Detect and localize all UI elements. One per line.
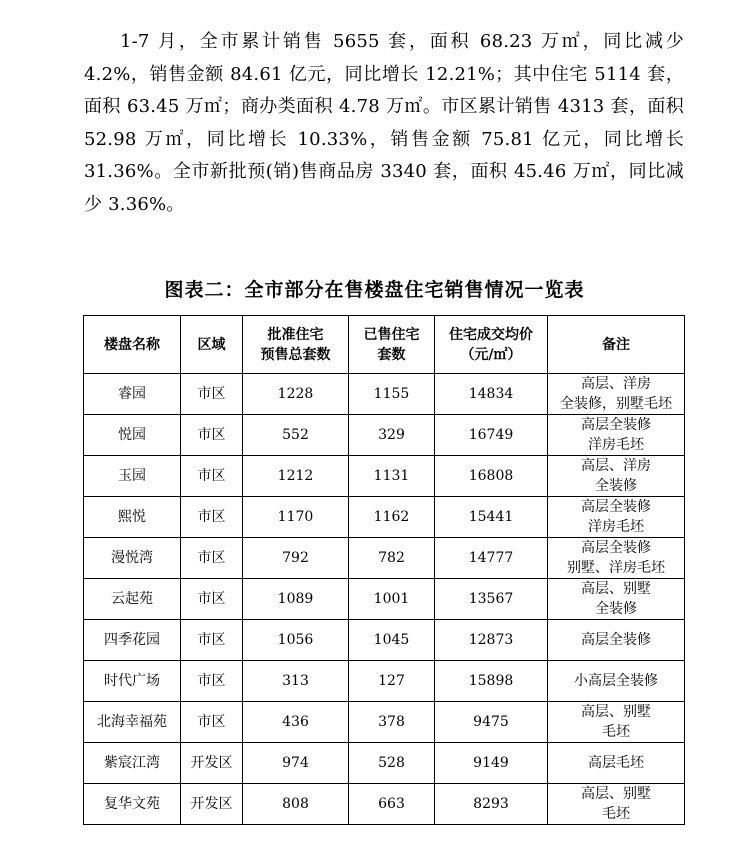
body-paragraph: 1-7 月，全市累计销售 5655 套，面积 68.23 万㎡，同比减少 4.2%，销售金额 84.61 亿元，同比增长 12.21%；其中住宅 5114 套，面积 63.45 万㎡；商办类面积 4.78 万㎡。市区累计销售 4313 套，面积 52.98 万㎡，同比增长 10.33%，销售金额 75.81 亿元，同比增长 31.36%。全市新批预(销)售商品房 3340 套，面积 45.46 万㎡，同比减少 3.36%。: [84, 31, 684, 215]
cell-approved: 552: [243, 415, 349, 456]
table-row: [84, 743, 685, 784]
cell-name: 漫悦湾: [84, 538, 181, 579]
cell-note: 高层全装修 别墅、洋房毛坯: [548, 538, 685, 579]
cell-name: 云起苑: [84, 579, 181, 620]
cell-sold: 663: [349, 784, 435, 825]
cell-note: 高层全装修 洋房毛坯: [548, 497, 685, 538]
header-sold: 已售住宅 套数: [349, 316, 435, 374]
cell-sold: 782: [349, 538, 435, 579]
cell-district: 市区: [181, 661, 243, 702]
cell-name: 玉园: [84, 456, 181, 497]
cell-name: 睿园: [84, 374, 181, 415]
cell-approved: 1056: [243, 620, 349, 661]
cell-approved: 974: [243, 743, 349, 784]
cell-note: 高层、别墅 全装修: [548, 579, 685, 620]
cell-district: 市区: [181, 497, 243, 538]
cell-district: 市区: [181, 579, 243, 620]
cell-price: 9475: [435, 702, 548, 743]
cell-sold: 1045: [349, 620, 435, 661]
table-caption: 图表二：全市部分在售楼盘住宅销售情况一览表: [164, 279, 585, 301]
header-name: 楼盘名称: [84, 316, 181, 374]
cell-approved: 1212: [243, 456, 349, 497]
cell-district: 市区: [181, 415, 243, 456]
cell-note: 高层、别墅 毛坯: [548, 784, 685, 825]
sales-table: [83, 315, 685, 825]
cell-price: 16749: [435, 415, 548, 456]
cell-approved: 808: [243, 784, 349, 825]
header-price: 住宅成交均价 （元/㎡）: [435, 316, 548, 374]
cell-name: 北海幸福苑: [84, 702, 181, 743]
cell-approved: 436: [243, 702, 349, 743]
table-row: [84, 661, 685, 702]
cell-district: 市区: [181, 538, 243, 579]
cell-approved: 313: [243, 661, 349, 702]
header-approved: 批准住宅 预售总套数: [243, 316, 349, 374]
cell-name: 复华文苑: [84, 784, 181, 825]
cell-name: 四季花园: [84, 620, 181, 661]
table-row: [84, 415, 685, 456]
cell-name: 紫宸江湾: [84, 743, 181, 784]
cell-district: 市区: [181, 620, 243, 661]
cell-note: 高层、洋房 全装修: [548, 456, 685, 497]
table-row: [84, 456, 685, 497]
cell-price: 8293: [435, 784, 548, 825]
table-row: [84, 538, 685, 579]
cell-approved: 1089: [243, 579, 349, 620]
table-row: [84, 702, 685, 743]
cell-approved: 1228: [243, 374, 349, 415]
cell-approved: 792: [243, 538, 349, 579]
cell-note: 高层、洋房 全装修，别墅毛坯: [548, 374, 685, 415]
header-district: 区域: [181, 316, 243, 374]
cell-sold: 378: [349, 702, 435, 743]
cell-price: 9149: [435, 743, 548, 784]
cell-district: 开发区: [181, 784, 243, 825]
cell-price: 14834: [435, 374, 548, 415]
cell-price: 16808: [435, 456, 548, 497]
cell-price: 14777: [435, 538, 548, 579]
cell-approved: 1170: [243, 497, 349, 538]
cell-name: 悦园: [84, 415, 181, 456]
cell-note: 高层全装修: [548, 620, 685, 661]
table-header-row: [84, 316, 685, 374]
table-row: [84, 784, 685, 825]
cell-sold: 329: [349, 415, 435, 456]
cell-sold: 1131: [349, 456, 435, 497]
cell-sold: 1162: [349, 497, 435, 538]
cell-note: 高层、别墅 毛坯: [548, 702, 685, 743]
cell-sold: 528: [349, 743, 435, 784]
cell-name: 熙悦: [84, 497, 181, 538]
cell-price: 13567: [435, 579, 548, 620]
header-note: 备注: [548, 316, 685, 374]
cell-price: 12873: [435, 620, 548, 661]
cell-note: 高层毛坯: [548, 743, 685, 784]
cell-name: 时代广场: [84, 661, 181, 702]
table-row: [84, 579, 685, 620]
cell-district: 市区: [181, 702, 243, 743]
cell-district: 市区: [181, 456, 243, 497]
cell-price: 15441: [435, 497, 548, 538]
cell-price: 15898: [435, 661, 548, 702]
cell-sold: 1001: [349, 579, 435, 620]
table-row: [84, 374, 685, 415]
cell-note: 高层全装修 洋房毛坯: [548, 415, 685, 456]
cell-sold: 127: [349, 661, 435, 702]
table-row: [84, 620, 685, 661]
cell-note: 小高层全装修: [548, 661, 685, 702]
cell-sold: 1155: [349, 374, 435, 415]
cell-district: 开发区: [181, 743, 243, 784]
cell-district: 市区: [181, 374, 243, 415]
table-row: [84, 497, 685, 538]
